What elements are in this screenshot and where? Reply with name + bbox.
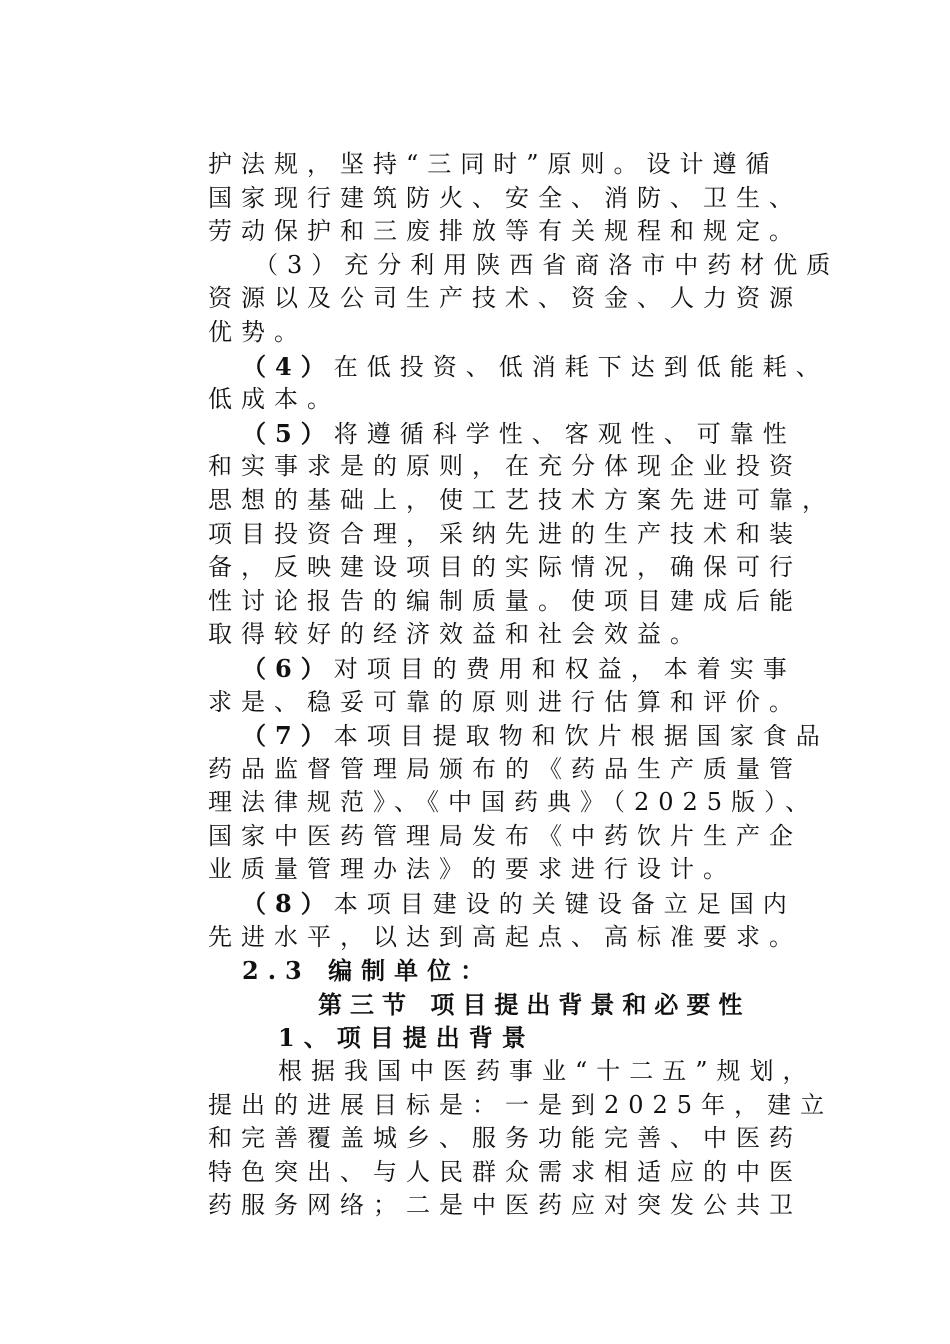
- text-line: （3）充分利用陕西省商洛市中药材优质: [254, 250, 840, 279]
- text-line: 提出的进展目标是：一是到2025年，建立: [208, 1090, 834, 1119]
- item-marker: （7）: [242, 721, 334, 751]
- text-line: 备，反映建设项目的实际情况，确保可行: [208, 553, 802, 582]
- text-line: 资源以及公司生产技术、资金、人力资源: [208, 284, 802, 313]
- text-line: 项目投资合理，采纳先进的生产技术和装: [208, 519, 802, 548]
- text-line: 求是、稳妥可靠的原则进行估算和评价。: [208, 687, 802, 716]
- item-text: 对项目的费用和权益，本着实事: [333, 654, 796, 683]
- text-line: [208, 652, 828, 686]
- text-line: 理法律规范》、《中国药典》（2025版）、: [208, 788, 819, 817]
- item-marker: （8）: [242, 889, 334, 919]
- text-line: 先进水平，以达到高起点、高标准要求。: [208, 922, 802, 951]
- chapter-heading: 第三节 项目提出背景和必要性: [318, 989, 751, 1019]
- section-heading: 2.3 编制单位：: [242, 956, 494, 986]
- text-line: 护法规，坚持“三同时”原则。设计遵循: [208, 150, 779, 178]
- text-line: 优势。: [208, 317, 307, 346]
- text-line: [208, 887, 828, 921]
- text-line: 和实事求是的原则，在充分体现企业投资: [208, 452, 802, 481]
- text-line: [208, 417, 828, 451]
- text-line: 性讨论报告的编制质量。使项目建成后能: [208, 586, 802, 615]
- text-line: [208, 719, 828, 753]
- item-text: 将遵循科学性、客观性、可靠性: [333, 419, 796, 448]
- text-line: 药服务网络；二是中医药应对突发公共卫: [208, 1191, 802, 1220]
- text-line: 特色突出、与人民群众需求相适应的中医: [208, 1157, 802, 1186]
- item-marker: （4）: [242, 351, 334, 381]
- text-line: 国家现行建筑防火、安全、消防、卫生、: [208, 183, 802, 212]
- item-text: 本项目提取物和饮片根据国家食品: [333, 722, 829, 751]
- item-marker: （6）: [242, 653, 334, 683]
- item-marker: （5）: [242, 418, 334, 448]
- subsection-heading: 1、项目提出背景: [278, 1023, 535, 1053]
- text-line: 思想的基础上，使工艺技术方案先进可靠，: [208, 485, 835, 514]
- text-line: [208, 350, 828, 384]
- text-line: 根据我国中医药事业“十二五”规划，: [278, 1057, 816, 1086]
- item-text: 在低投资、低消耗下达到低能耗、: [333, 352, 829, 381]
- text-line: 取得较好的经济效益和社会效益。: [208, 620, 703, 649]
- text-line: 国家中医药管理局发布《中药饮片生产企: [208, 821, 802, 850]
- item-text: 本项目建设的关键设备立足国内: [333, 890, 796, 919]
- body-text: [208, 148, 840, 1223]
- text-line: 低成本。: [208, 385, 340, 414]
- text-line: 药品监督管理局颁布的《药品生产质量管: [208, 754, 802, 783]
- text-line: 和完善覆盖城乡、服务功能完善、中医药: [208, 1124, 802, 1153]
- text-line: 劳动保护和三废排放等有关规程和规定。: [208, 217, 802, 246]
- text-line: 业质量管理办法》的要求进行设计。: [208, 855, 736, 884]
